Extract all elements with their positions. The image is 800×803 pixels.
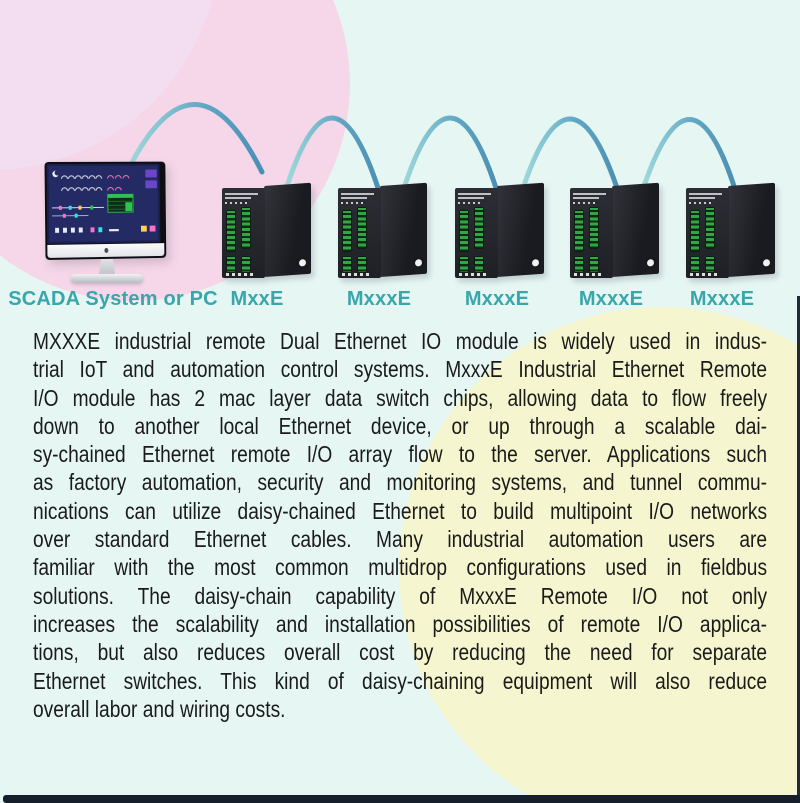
terminal-block — [705, 207, 715, 249]
module-bottom-print — [690, 273, 720, 276]
io-module — [570, 185, 660, 280]
description-line: tions, but also reduces overall cost by reducing the need for separate — [33, 639, 768, 666]
monitor-chin — [47, 243, 164, 258]
terminal-block — [226, 256, 236, 273]
panel-purple-1 — [145, 170, 157, 178]
module-bottom-print — [226, 273, 256, 276]
scada-screen — [46, 164, 160, 244]
terminal-block — [474, 207, 484, 249]
ethernet-cable-arc — [644, 120, 734, 187]
module-front-panel — [455, 188, 498, 278]
module-side-panel — [612, 183, 659, 277]
terminal-block — [574, 210, 584, 252]
module-pin-marks — [225, 202, 247, 204]
terminal-block — [690, 256, 700, 273]
terminal-block — [459, 210, 469, 252]
data-table — [108, 194, 133, 212]
io-module — [338, 185, 428, 280]
ethernet-cable-arc — [404, 118, 496, 188]
module-pin-marks — [458, 202, 480, 204]
ethernet-cable-arc — [523, 119, 617, 188]
description-line: sy-chained Ethernet remote I/O array flow to the server. Applications such — [33, 441, 768, 468]
ethernet-cable-arc — [287, 118, 378, 188]
terminal-block — [574, 256, 584, 273]
module-side-panel — [380, 183, 427, 277]
module-knob — [415, 259, 422, 266]
module-front-panel — [686, 188, 729, 278]
module-label: MxxE — [230, 288, 284, 310]
module-subtitle-print — [573, 197, 599, 199]
module-pin-marks — [689, 202, 711, 204]
module-label: MxxxE — [346, 288, 412, 310]
description-line: trial IoT and automation control systems. MxxxE Industrial Ethernet Remote — [33, 356, 768, 383]
terminal-block — [342, 210, 352, 252]
terminal-block — [459, 256, 469, 273]
description-line: I/O module has 2 mac layer data switch chips, allowing data to flow freely — [33, 384, 768, 411]
module-front-panel — [338, 188, 381, 278]
module-title-print — [573, 193, 606, 195]
description-line: down to another local Ethernet device, or up through a scalable dai- — [33, 412, 768, 439]
description-line: increases the scalability and installation possibilities of remote I/O applica- — [33, 610, 768, 637]
module-bottom-print — [459, 273, 489, 276]
description-line: Ethernet switches. This kind of daisy-chaining equipment will also reduce — [33, 667, 768, 694]
io-module — [686, 185, 776, 280]
module-bottom-print — [342, 273, 372, 276]
scada-label: SCADA System or PC — [8, 288, 218, 310]
scada-monitor — [45, 162, 169, 283]
module-side-panel — [728, 183, 775, 277]
module-subtitle-print — [341, 197, 367, 199]
module-pin-marks — [573, 202, 595, 204]
module-side-panel — [264, 183, 311, 277]
monitor-stand-base — [71, 274, 143, 283]
module-label: MxxxE — [578, 288, 644, 310]
terminal-block — [241, 207, 251, 249]
module-title-print — [458, 193, 491, 195]
description-line: nications can utilize daisy-chained Ethernet to build multipoint I/O networks — [33, 497, 768, 524]
description-line: familiar with the most common multidrop configurations used in fieldbus — [33, 554, 768, 581]
terminal-block — [241, 256, 251, 273]
module-subtitle-print — [458, 197, 484, 199]
io-module — [455, 185, 545, 280]
terminal-block — [342, 256, 352, 273]
terminal-block — [474, 256, 484, 273]
terminal-block — [705, 256, 715, 273]
module-side-panel — [497, 183, 544, 277]
module-pin-marks — [341, 202, 363, 204]
module-knob — [532, 259, 539, 266]
module-title-print — [341, 193, 374, 195]
module-front-panel — [570, 188, 613, 278]
module-label: MxxxE — [689, 288, 755, 310]
description-line: solutions. The daisy-chain capability of MxxxE Remote I/O not only — [33, 582, 768, 609]
description-line: MXXXE industrial remote Dual Ethernet IO module is widely used in indus- — [33, 328, 768, 354]
terminal-block — [226, 210, 236, 252]
description-line: as factory automation, security and monitoring systems, and tunnel commu- — [33, 469, 768, 496]
terminal-block — [589, 207, 599, 249]
bottom-bar — [3, 795, 800, 803]
module-bottom-print — [574, 273, 604, 276]
io-module — [222, 185, 312, 280]
module-subtitle-print — [225, 197, 251, 199]
monitor-body — [44, 162, 166, 260]
module-label: MxxxE — [464, 288, 530, 310]
terminal-block — [690, 210, 700, 252]
monitor-stand-neck — [99, 259, 115, 274]
description-line: over standard Ethernet cables. Many industrial automation users are — [33, 526, 768, 553]
apple-logo-icon — [104, 248, 108, 253]
module-title-print — [225, 193, 258, 195]
module-title-print — [689, 193, 722, 195]
terminal-block — [589, 256, 599, 273]
description-line: overall labor and wiring costs. — [33, 695, 286, 722]
terminal-block — [357, 256, 367, 273]
module-subtitle-print — [689, 197, 715, 199]
panel-purple-2 — [145, 180, 157, 188]
module-knob — [647, 259, 654, 266]
module-knob — [299, 259, 306, 266]
description-text — [33, 327, 767, 723]
module-front-panel — [222, 188, 265, 278]
module-knob — [763, 259, 770, 266]
terminal-block — [357, 207, 367, 249]
